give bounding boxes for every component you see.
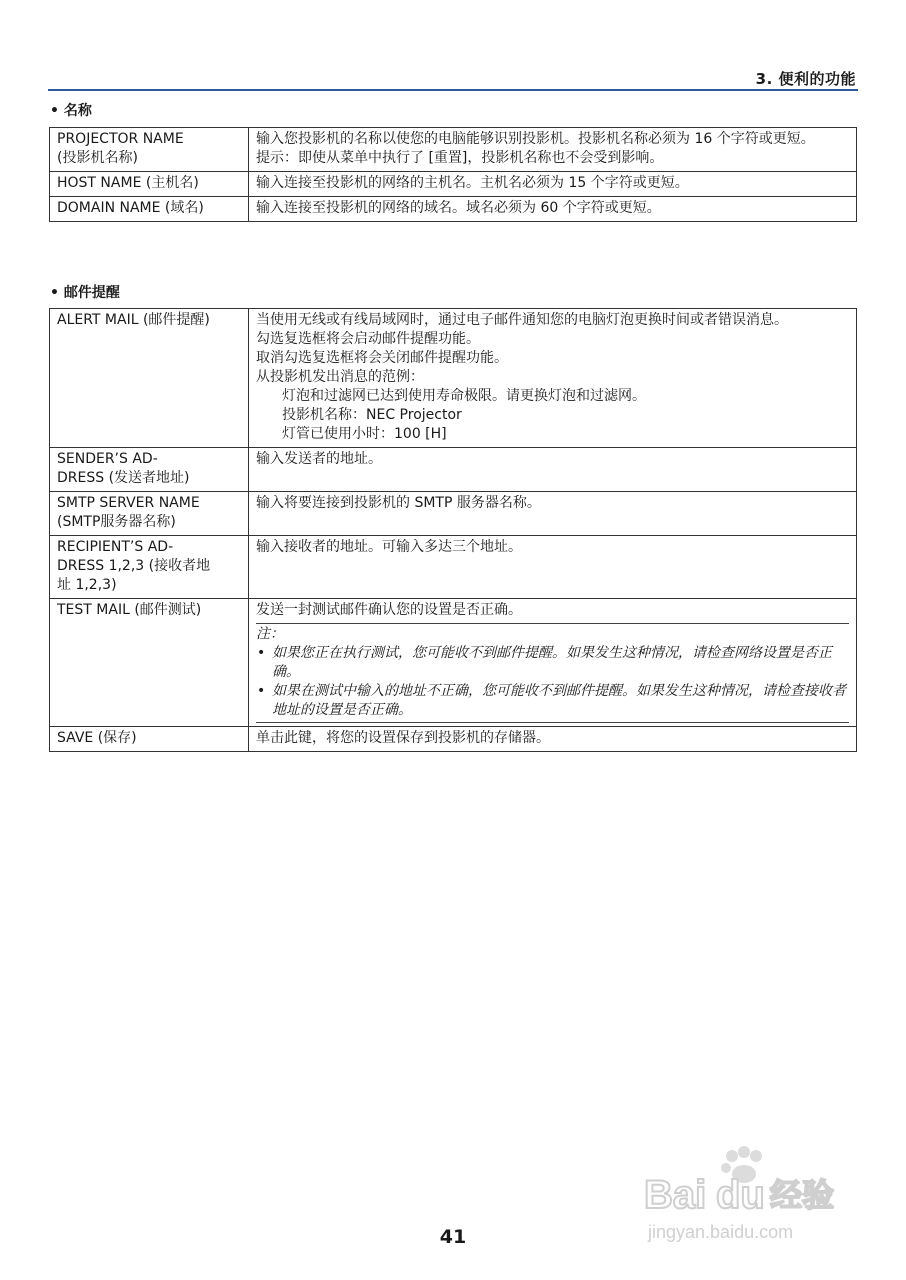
- example-line: 灯泡和过滤网已达到使用寿命极限。请更换灯泡和过滤网。: [282, 388, 646, 404]
- desc-line: 输入发送者的地址。: [256, 451, 382, 467]
- note-item: [256, 682, 849, 720]
- label-line: 址 1,2,3): [57, 577, 117, 593]
- desc-line: 单击此键，将您的设置保存到投影机的存储器。: [256, 730, 550, 746]
- label-line: RECIPIENT’S AD-: [57, 539, 174, 555]
- section-title-alert-mail: • 邮件提醒: [50, 285, 120, 301]
- row-label: [50, 727, 249, 752]
- svg-text:经验: 经验: [770, 1176, 835, 1214]
- row-description: [249, 536, 857, 599]
- label-line: TEST MAIL (邮件测试): [57, 602, 202, 618]
- row-label: [50, 599, 249, 727]
- example-line: 灯管已使用小时：100 [H]: [282, 426, 447, 442]
- row-label: [50, 197, 249, 222]
- svg-text:du: du: [716, 1173, 765, 1217]
- table-row: [50, 492, 857, 536]
- table-row: [50, 536, 857, 599]
- row-label: [50, 128, 249, 172]
- label-line: DRESS (发送者地址): [57, 470, 190, 486]
- bullet-icon: •: [257, 683, 266, 699]
- bullet-icon: •: [257, 645, 266, 661]
- name-settings-table: [49, 127, 857, 222]
- note-box: [256, 623, 849, 723]
- row-description: [249, 128, 857, 172]
- label-line: DRESS 1,2,3 (接收者地: [57, 558, 211, 574]
- label-line: SAVE (保存): [57, 730, 137, 746]
- table-row: [50, 599, 857, 727]
- svg-text:jingyan.baidu.com: jingyan.baidu.com: [648, 1222, 794, 1242]
- header-rule: [48, 89, 858, 91]
- table-row: [50, 128, 857, 172]
- row-description: [249, 727, 857, 752]
- table-row: [50, 197, 857, 222]
- desc-line: 发送一封测试邮件确认您的设置是否正确。: [256, 602, 522, 618]
- label-line: DOMAIN NAME (域名): [57, 200, 204, 216]
- table-row: [50, 727, 857, 752]
- desc-line: 提示：即使从菜单中执行了 [重置]，投影机名称也不会受到影响。: [256, 150, 664, 166]
- desc-line: 输入连接至投影机的网络的域名。域名必须为 60 个字符或更短。: [256, 200, 661, 216]
- row-label: [50, 172, 249, 197]
- row-description: [249, 172, 857, 197]
- note-text: 如果在测试中输入的地址不正确，您可能收不到邮件提醒。如果发生这种情况，请检查接收者地址的设置是否正确。: [272, 683, 846, 718]
- table-row: [50, 448, 857, 492]
- desc-line: 输入将要连接到投影机的 SMTP 服务器名称。: [256, 495, 541, 511]
- label-line: (SMTP服务器名称): [57, 514, 176, 530]
- page-number: 41: [439, 1226, 467, 1248]
- label-line: HOST NAME (主机名): [57, 175, 199, 191]
- row-description: [249, 492, 857, 536]
- desc-line: 输入您投影机的名称以使您的电脑能够识别投影机。投影机名称必须为 16 个字符或更短。: [256, 131, 815, 147]
- desc-line: 当使用无线或有线局域网时，通过电子邮件通知您的电脑灯泡更换时间或者错误消息。: [256, 312, 788, 328]
- desc-line: 输入接收者的地址。可输入多达三个地址。: [256, 539, 522, 555]
- section-title-name: • 名称: [50, 103, 92, 119]
- desc-line: 从投影机发出消息的范例：: [256, 369, 424, 385]
- label-line: PROJECTOR NAME: [57, 131, 184, 147]
- note-item: [256, 644, 849, 682]
- svg-text:Bai: Bai: [644, 1173, 707, 1217]
- example-line: 投影机名称：NEC Projector: [282, 407, 462, 423]
- row-label: [50, 536, 249, 599]
- note-title: 注：: [256, 626, 284, 642]
- row-label: [50, 448, 249, 492]
- desc-line: 取消勾选复选框将会关闭邮件提醒功能。: [256, 350, 508, 366]
- row-description: [249, 309, 857, 448]
- table-row: [50, 309, 857, 448]
- row-description: [249, 448, 857, 492]
- desc-line: 输入连接至投影机的网络的主机名。主机名必须为 15 个字符或更短。: [256, 175, 689, 191]
- label-line: SENDER’S AD-: [57, 451, 158, 467]
- chapter-title: 3. 便利的功能: [755, 70, 856, 88]
- label-line: SMTP SERVER NAME: [57, 495, 200, 511]
- desc-line: 勾选复选框将会启动邮件提醒功能。: [256, 331, 480, 347]
- label-line: (投影机名称): [57, 150, 138, 166]
- note-text: 如果您正在执行测试，您可能收不到邮件提醒。如果发生这种情况，请检查网络设置是否正确。: [272, 645, 832, 680]
- row-label: [50, 492, 249, 536]
- row-description: [249, 197, 857, 222]
- table-row: [50, 172, 857, 197]
- row-label: [50, 309, 249, 448]
- alert-mail-table: [49, 308, 857, 752]
- label-line: ALERT MAIL (邮件提醒): [57, 312, 210, 328]
- row-description: [249, 599, 857, 727]
